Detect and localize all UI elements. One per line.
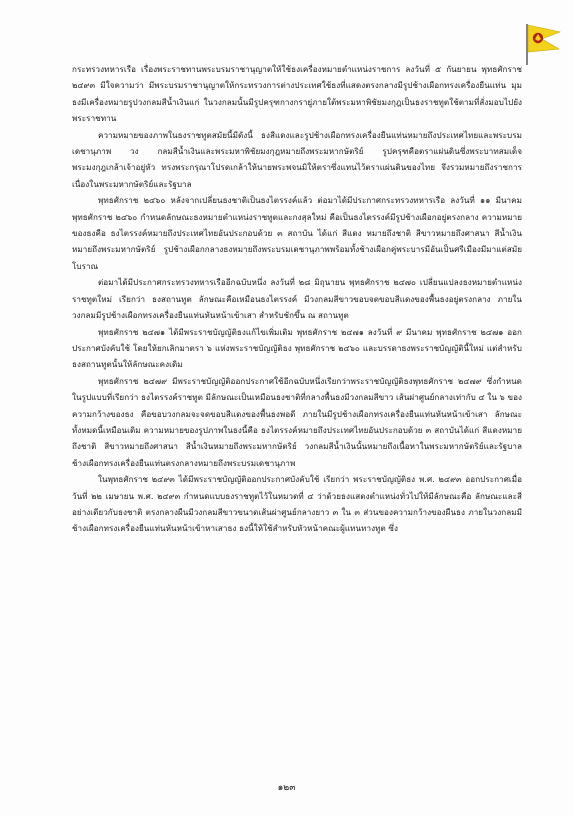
paragraph: พุทธศักราช ๒๔๗๙ มีพระราชบัญญัติออกประกาศใช้อีกฉบับหนึ่งเรียกว่าพระราชบัญญัติธงพุทธศักราช ๒๔๗๙ ซึ่งกำหนดในรูปแบบที่เรียกว่า ธงไตรรงค์ราชทูต มีลักษณะเป็นเหมือนธงชาติที่กลางพื้นธงมีวงกลมสีขาว เส้นผ่าศูนย์กลางเท่ากับ ๔ ใน ๖ ของความกว้างของธง คือขอบวงกลมจะจดขอบสีแดงของพื้นธงพอดี ภายในมีรูปช้างเผือกทรงเครื่องยืนแท่นหันหน้าเข้าเสา ลักษณะทั้งหมดนี้เหมือนเดิม ความหมายของรูปภาพในธงนี้คือ ธงไตรรงค์หมายถึงประเทศไทยอันประกอบด้วย ๓ สถาบันได้แก่ สีแดงหมายถึงชาติ สีขาวหมายถึงศาสนา สีน้ำเงินหมายถึงพระมหากษัตริย์ วงกลมสีน้ำเงินนั้นหมายถึงเนื้อหาในพระมหากษัตริย์และรัฐบาล ช้างเผือกทรงเครื่องยืนแท่นตรงกลางหมายถึงพระบรมเดชานุภาพ [72, 375, 522, 468]
document-body [72, 61, 522, 537]
flag-icon [524, 22, 564, 66]
paragraph: กระทรวงทหารเรือ เรื่องพระราชทานพระบรมราชานุญาตให้ใช้ธงเครื่องหมายตำแหน่งราชการ ลงวันที่ ๕ กันยายน พุทธศักราช ๒๔๙๓ มีใจความว่า มีพระบรมราชานุญาตให้กระทรวงการต่างประเทศใช้ธงที่แสดงตรงกลางมีรูปช้างเผือกทรงเครื่องยืนแท่น มุมธงมีเครื่องหมายรูปวงกลมสีน้ำเงินแก่ ในวงกลมนั้นมีรูปครุฑกางกรายู่ภายใต้พระมหาพิชัยมงกุฎเป็นธงราชทูตใช้ตามที่สั่งมอบไปยังพระราชทาน [72, 64, 522, 124]
flag-graphic [524, 22, 564, 66]
paragraph: ความหมายของภาพในธงราชทูตสมัยนี้มีดังนี้ ธงสีแดงและรูปช้างเผือกทรงเครื่องยืนแท่นหมายถึงประเทศไทยและพระบรมเดชานุภาพ วง กลมสีน้ำเงินและพระมหาพิชัยมงกุฎหมายถึงพระมหากษัตริย์ รูปครุฑคือตราแผ่นดินซึ่งพระบาทสมเด็จพระมงกุฎเกล้าเจ้าอยู่หัว ทรงพระกรุณาโปรดเกล้าให้นายพระพจนมิให้ตราซึ่งแทนไว้ตราแผ่นดินของไทย จึงรวมหมายถึงราชการเนื่องในพระมหากษัตริย์และรัฐบาล [72, 129, 522, 189]
paragraph: ในพุทธศักราช ๒๔๙๓ ได้มีพระราชบัญญัติออกประกาศบังคับใช้ เรียกว่า พระราชบัญญัติธง พ.ศ. ๒๔๙๓ ออกประกาศเมื่อวันที่ ๒๒ เมษายน พ.ศ. ๒๔๙๓ กำหนดแบบธงราชทูตไว้ในหมวดที่ ๔ ว่าด้วยธงแสดงตำแหน่งทั่วไปให้มีลักษณะคือ ลักษณะและสีอย่างเดียวกับธงชาติ ตรงกลางผืนมีวงกลมสีขาวขนาดเส้นผ่าศูนย์กลางยาว ๓ ใน ๓ ส่วนของความกว้างของผืนธง ภายในวงกลมมีช้างเผือกทรงเครื่องยืนแท่นหันหน้าเข้าหาเสาธง ธงนี้ให้ใช้สำหรับหัวหน้าคณะผู้แทนทางทูต ซึ่ง [72, 474, 522, 534]
paragraph: ต่อมาได้มีประกาศกระทรวงทหารเรืออีกฉบับหนึ่ง ลงวันที่ ๒๘ มิถุนายน พุทธศักราช ๒๔๗๐ เปลี่ยนแปลงธงหมายตำแหน่งราชทูตใหม่ เรียกว่า ธงสถานทูต ลักษณะคือเหมือนธงไตรรงค์ มีวงกลมสีขาวขอบจดขอบสีแดงของพื้นธงอยู่ตรงกลาง ภายในวงกลมมีรูปช้างเผือกทรงเครื่องยืนแท่นหันหน้าเข้าเสา สำหรับชักขึ้น ณ สถานทูต [72, 277, 522, 321]
paragraph: พุทธศักราช ๒๔๗๑ ได้มีพระราชบัญญัติธงแก้ไขเพิ่มเติม พุทธศักราช ๒๔๗๑ ลงวันที่ ๙ มีนาคม พุทธศักราช ๒๔๗๑ ออกประกาศบังคับใช้ โดยให้ยกเลิกมาตรา ๖ แห่งพระราชบัญญัติธง พุทธศักราช ๒๔๖๐ และบรรดาธงพระราชบัญญัตินี้ใหม่ แต่สำหรับธงสถานทูตนั้นให้ลักษณะคงเดิม [72, 326, 522, 370]
flag-field [528, 25, 560, 52]
page-number: ๑๒๓ [277, 783, 296, 793]
paragraph: พุทธศักราช ๒๔๖๐ หลังจากเปลี่ยนธงชาติเป็นธงไตรรงค์แล้ว ต่อมาได้มีประกาศกระทรวงทหารเรือ ลงวันที่ ๑๑ มีนาคม พุทธศักราช ๒๔๖๐ กำหนดลักษณะธงหมายตำแหน่งราชทูตและกงสุลใหม่ คือเป็นธงไตรรงค์มีรูปช้างเผือกอยู่ตรงกลาง ความหมายของธงคือ ธงไตรรงค์หมายถึงประเทศไทยอันประกอบด้วย ๓ สถาบัน ได้แก่ สีแดง หมายถึงชาติ สีขาวหมายถึงศาสนา สีน้ำเงินหมายถึงพระมหากษัตริย์ รูปช้างเผือกกลางธงหมายถึงพระบรมเดชานุภาพพร้อมทั้งช้างเผือกคู่พระบารมีอันเป็นศรีเมืองมีมาแต่สมัยโบราณ [72, 195, 522, 271]
